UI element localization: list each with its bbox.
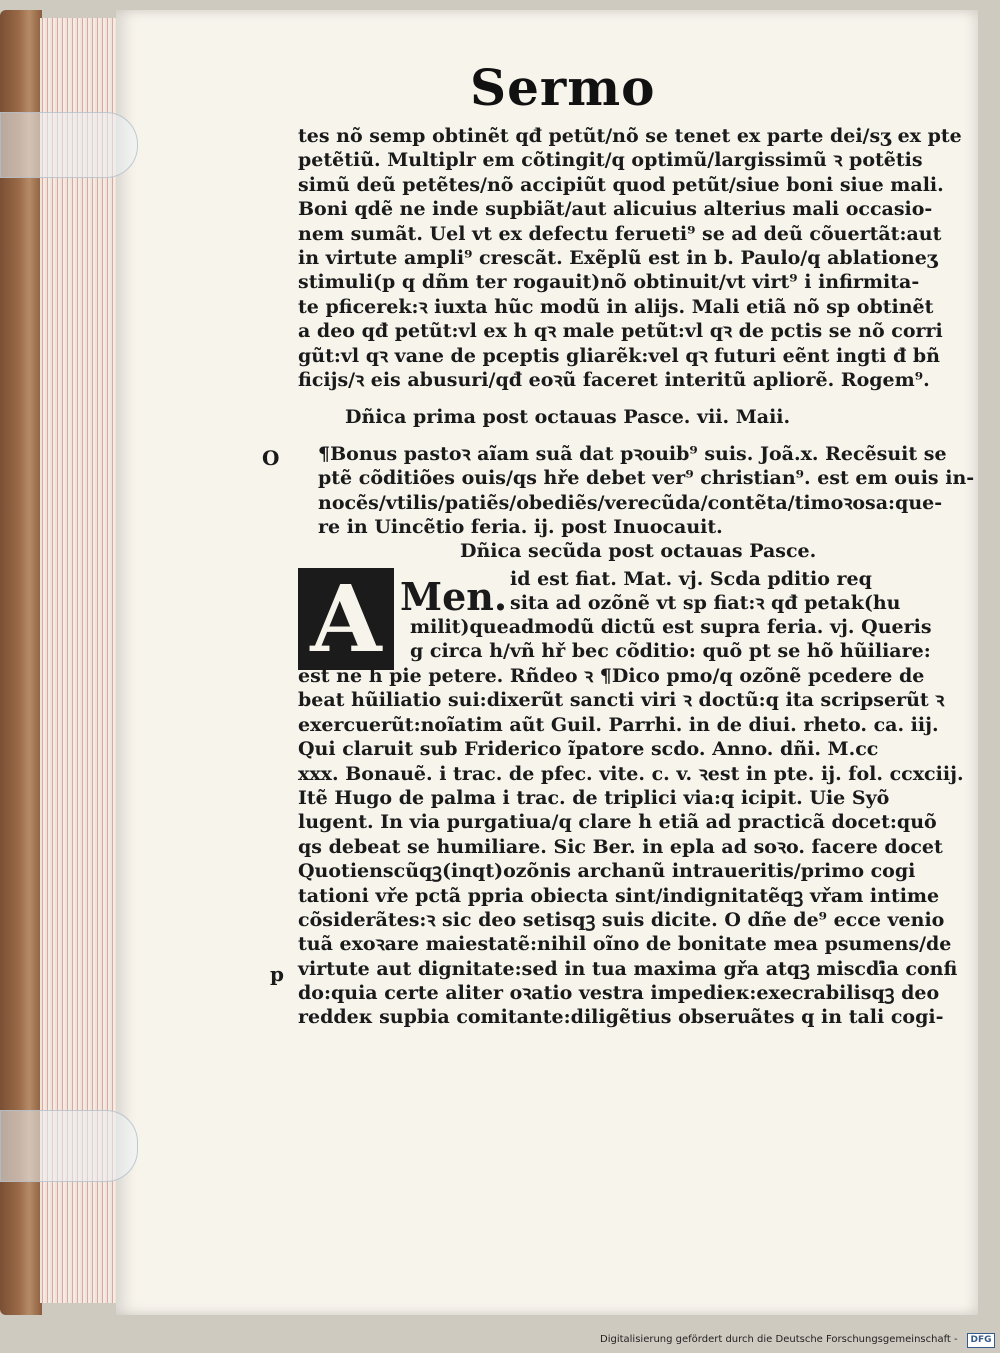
section-heading-2: Dñica secũda post octauas Pasce. xyxy=(460,540,817,562)
text-line: a deo qđ petũt:vl ex h qꝛ male petũt:vl qꝛ de pctis se nõ corri xyxy=(298,320,943,343)
text-line: ptẽ cõditiões ouis/qs hře debet ver⁹ christian⁹. est em ouis in- xyxy=(318,467,975,490)
text-block-1 xyxy=(298,124,962,392)
text-line: te pficerek:ꝛ iuxta hũc modũ in alijs. Mali etiã nõ sp obtinẽt xyxy=(298,295,934,318)
text-line: in virtute ampli⁹ crescãt. Exẽplũ est in b. Paulo/q ablationeʒ xyxy=(298,246,938,269)
text-line: do:quia certe aliter oꝛatio vestra impedieк:execrabilisqꝫ deo xyxy=(298,982,940,1005)
page-header: Sermo xyxy=(470,58,656,117)
text-block-2 xyxy=(318,442,975,540)
page-clip-top xyxy=(0,112,138,178)
text-line: g circa h/vñ hř bec cõditio: quõ pt se hõ hũiliare: xyxy=(410,640,931,662)
text-line: ficijs/ꝛ eis abusuri/qđ eoꝛũ faceret interitũ apliorẽ. Rogem⁹. xyxy=(298,368,930,391)
text-line: beat hũiliatio sui:dixerũt sancti viri ꝛ doctũ:q ita scripserũt ꝛ xyxy=(298,689,945,712)
text-line: tuã exoꝛare maiestatẽ:nihil oĩno de bonitate mea psumens/de xyxy=(298,933,952,956)
margin-mark-o: O xyxy=(262,446,280,470)
text-line: nocẽs/vtilis/patiẽs/obediẽs/verecũda/contẽta/timoꝛosa:que- xyxy=(318,491,943,514)
text-line: Quotienscũqꝫ(inqt)ozõnis archanũ intraueritis/primo cogi xyxy=(298,860,916,883)
page-clip-bottom xyxy=(0,1110,138,1182)
text-line: virtute aut dignitate:sed in tua maxima gřa atqꝫ miscďia confi xyxy=(298,957,958,980)
text-line: tationi vře pctã ppria obiecta sint/indignitatẽqꝫ vřam intime xyxy=(298,884,940,907)
text-line: xxx. Bonauẽ. i trac. de pfec. vite. c. v. ꝛest in pte. ij. fol. ccxciij. xyxy=(298,762,964,785)
text-line: qs debeat se humiliare. Sic Ber. in epla ad soꝛo. facere docet xyxy=(298,835,943,858)
text-line: tes nõ semp obtinẽt qđ petũt/nõ se tenet ex parte dei/sʒ ex pte xyxy=(298,125,962,147)
text-line: sita ad ozõnẽ vt sp fiat:ꝛ qđ petak(hu xyxy=(510,592,901,614)
margin-mark-p: p xyxy=(270,962,284,986)
text-line: nem sumãt. Uel vt ex defectu ferueti⁹ se ad deũ cõuertãt:aut xyxy=(298,222,942,245)
text-line: reddeк supbia comitante:diligẽtius obseruãtes q in tali cogi- xyxy=(298,1006,944,1029)
text-line: id est fiat. Mat. vj. Scda pditio req xyxy=(510,568,872,590)
text-line: Qui claruit sub Friderico ĩpatore scdo. Anno. dñi. M.cc xyxy=(298,738,879,761)
text-line: stimuli(p q dñm ter rogauit)nõ obtinuit/vt virt⁹ i infirmita- xyxy=(298,271,920,294)
text-line: gũt:vl qꝛ vane de pceptis gliarẽk:vel qꝛ futuri eẽnt ingti đ bñ xyxy=(298,344,940,367)
text-line: petẽtiũ. Multiplr em cõtingit/q optimũ/largissimũ ꝛ potẽtis xyxy=(298,149,923,172)
text-line: exercuerũt:noĩatim aũt Guil. Parrhi. in de diui. rheto. ca. iij. xyxy=(298,713,939,736)
text-line: Boni qdẽ ne inde supbiãt/aut alicuius alterius mali occasio- xyxy=(298,198,933,221)
text-line: cõsiderãtes:ꝛ sic deo setisqꝫ suis dicite. O dñe de⁹ ecce venio xyxy=(298,908,945,931)
dfg-logo: DFG xyxy=(967,1333,995,1348)
decorated-initial: A xyxy=(298,568,394,670)
text-line: milit)queadmodũ dictũ est supra feria. vj. Queris xyxy=(410,616,932,638)
text-block-3 xyxy=(298,664,964,1030)
text-line: est ne h pie petere. Rñdeo ꝛ ¶Dico pmo/q ozõnẽ pcedere de xyxy=(298,665,925,687)
text-line: ¶Bonus pastoꝛ aĩam suã dat pꝛouib⁹ suis. Joã.x. Recẽsuit se xyxy=(318,443,947,465)
text-line: Itẽ Hugo de palma i trac. de triplici via:q icipit. Uie Syõ xyxy=(298,786,890,809)
digitization-credit: Digitalisierung gefördert durch die Deutsche Forschungsgemeinschaft - xyxy=(600,1334,958,1345)
section-heading-1: Dñica prima post octauas Pasce. vii. Maii. xyxy=(345,406,791,428)
text-line: re in Uincẽtio feria. ij. post Inuocauit. xyxy=(318,516,723,539)
initial-word-rest: Men. xyxy=(400,574,508,619)
text-line: simũ deũ petẽtes/nõ accipiũt quod petũt/siue boni siue mali. xyxy=(298,173,944,196)
text-line: lugent. In via purgatiua/q clare h etiã ad practicã docet:quõ xyxy=(298,811,937,834)
